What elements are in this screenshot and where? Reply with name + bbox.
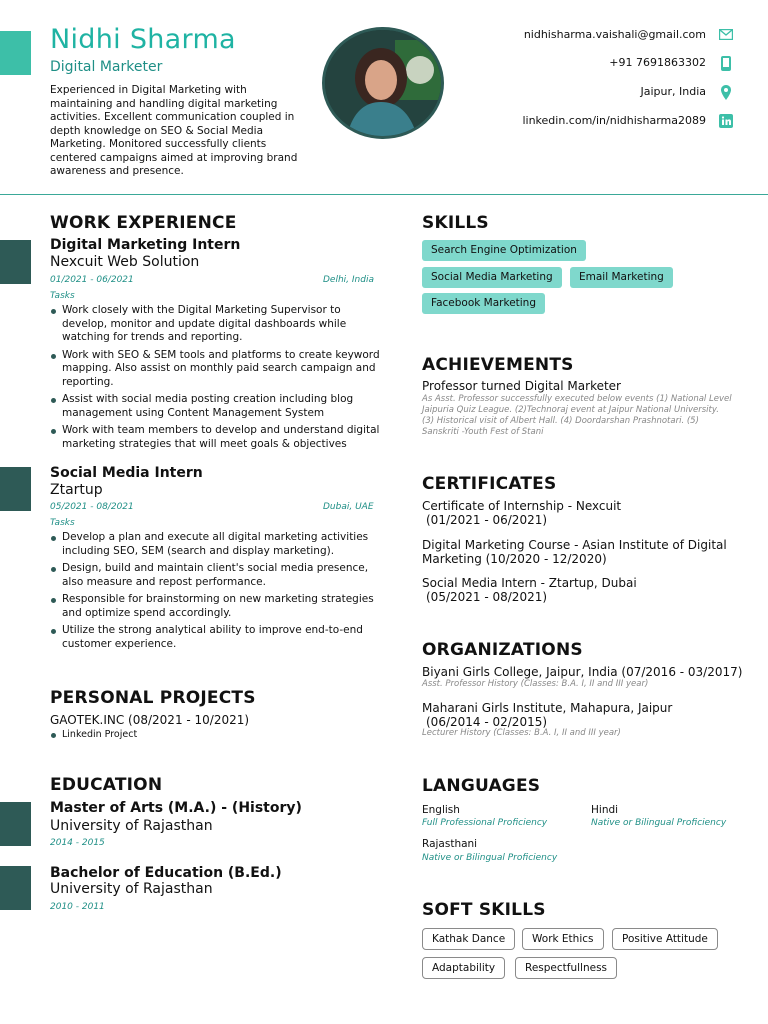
list-item: Responsible for brainstorming on new marketing strategies and optimize spend accordingly. [50, 593, 380, 620]
soft-skill-chip: Kathak Dance [422, 928, 515, 950]
job2-accent-bar [0, 467, 31, 511]
job1-accent-bar [0, 240, 31, 284]
soft-skill-chip: Work Ethics [522, 928, 604, 950]
skill-chip: Email Marketing [570, 267, 673, 288]
job1-title: Digital Marketing Intern [50, 237, 241, 253]
job2-title: Social Media Intern [50, 465, 203, 481]
edu1-school: University of Rajasthan [50, 818, 213, 834]
phone-icon [719, 56, 733, 70]
job2-task-list [50, 531, 380, 655]
achievement-name: Professor turned Digital Marketer [422, 379, 621, 393]
location-pin-icon [719, 85, 733, 99]
language-name: Hindi [591, 804, 619, 816]
achievements-heading: ACHIEVEMENTS [422, 355, 574, 375]
email-icon [719, 27, 733, 41]
certificate-line1: Social Media Intern - Ztartup, Dubai [422, 576, 637, 590]
skills-heading: SKILLS [422, 213, 489, 233]
edu1-accent-bar [0, 802, 31, 846]
certificate-line1: Digital Marketing Course - Asian Institute of Digital [422, 538, 727, 552]
project-bullets [50, 728, 380, 746]
job2-location: Dubai, UAE [323, 502, 374, 512]
job1-dates: 01/2021 - 06/2021 [50, 275, 134, 285]
edu2-school: University of Rajasthan [50, 881, 213, 897]
list-item: Utilize the strong analytical ability to improve end-to-end customer experience. [50, 624, 380, 651]
language-level: Full Professional Proficiency [422, 818, 548, 828]
organizations-heading: ORGANIZATIONS [422, 640, 583, 660]
header-divider [0, 194, 768, 195]
edu1-dates: 2014 - 2015 [50, 838, 105, 848]
job1-location: Delhi, India [323, 275, 374, 285]
edu2-accent-bar [0, 866, 31, 910]
list-item: Assist with social media posting creation including blog management using Content Management System [50, 393, 380, 420]
edu1-degree: Master of Arts (M.A.) - (History) [50, 800, 302, 816]
contact-linkedin[interactable]: linkedin.com/in/nidhisharma2089 [522, 114, 706, 127]
list-item: Linkedin Project [50, 728, 380, 742]
organization-role: Asst. Professor History (Classes: B.A. I, II and III year) [422, 679, 649, 689]
organization-line2: (06/2014 - 02/2015) [426, 715, 548, 729]
education-heading: EDUCATION [50, 775, 163, 795]
project-name: GAOTEK.INC (08/2021 - 10/2021) [50, 713, 250, 727]
language-name: English [422, 804, 460, 816]
soft-skills-heading: SOFT SKILLS [422, 900, 546, 920]
certificates-heading: CERTIFICATES [422, 474, 557, 494]
contact-phone[interactable]: +91 7691863302 [609, 56, 706, 69]
list-item: Develop a plan and execute all digital marketing activities including SEO, SEM (search and display marketing). [50, 531, 380, 558]
work-experience-heading: WORK EXPERIENCE [50, 213, 237, 233]
job1-tasks-label: Tasks [50, 291, 75, 301]
achievement-description: As Asst. Professor successfully executed below events (1) National Level Jaipuria Quiz League. (2)Technoraj event at Jaipur National University. (3) Historical visit of Albert Hall. (4) Doordarshan Prashnotari. (5) Sanskriti -Youth Fest of Stani [422, 394, 732, 437]
candidate-role: Digital Marketer [50, 59, 163, 75]
list-item: Work closely with the Digital Marketing Supervisor to develop, monitor and update digital dashboards while watching for trends and reporting. [50, 304, 380, 345]
profile-summary: Experienced in Digital Marketing with maintaining and handling digital marketing activities. Excellent communication coupled in depth knowledge on SEO & Social Media Marketing. Monitored successfully clients centered campaigns aimed at improving brand awareness and presence. [50, 84, 298, 177]
languages-heading: LANGUAGES [422, 776, 541, 796]
skill-chip: Facebook Marketing [422, 293, 545, 314]
job2-company: Ztartup [50, 482, 103, 498]
edu2-dates: 2010 - 2011 [50, 902, 105, 912]
organization-line1: Maharani Girls Institute, Mahapura, Jaipur [422, 701, 673, 715]
header-accent-bar [0, 31, 31, 75]
linkedin-icon [719, 114, 733, 128]
certificate-line2: (05/2021 - 08/2021) [426, 590, 548, 604]
certificate-line2: Marketing (10/2020 - 12/2020) [422, 552, 607, 566]
list-item: Work with SEO & SEM tools and platforms to create keyword mapping. Also assist on monthly paid search campaign and reporting. [50, 349, 380, 390]
candidate-name: Nidhi Sharma [50, 24, 236, 55]
profile-photo [322, 27, 444, 139]
organization-line1: Biyani Girls College, Jaipur, India (07/2016 - 03/2017) [422, 665, 743, 679]
contact-location: Jaipur, India [640, 85, 706, 98]
job1-task-list [50, 304, 380, 455]
list-item: Work with team members to develop and understand digital marketing strategies that will meet goals & objectives [50, 424, 380, 451]
contact-email[interactable]: nidhisharma.vaishali@gmail.com [523, 28, 706, 41]
soft-skill-chip: Adaptability [422, 957, 505, 979]
personal-projects-heading: PERSONAL PROJECTS [50, 688, 256, 708]
certificate-line1: Certificate of Internship - Nexcuit [422, 499, 622, 513]
language-level: Native or Bilingual Proficiency [422, 853, 558, 863]
language-level: Native or Bilingual Proficiency [591, 818, 727, 828]
soft-skill-chip: Positive Attitude [612, 928, 718, 950]
list-item: Design, build and maintain client's social media presence, also measure and repost performance. [50, 562, 380, 589]
job2-dates: 05/2021 - 08/2021 [50, 502, 134, 512]
skill-chip: Social Media Marketing [422, 267, 562, 288]
language-name: Rajasthani [422, 838, 478, 850]
edu2-degree: Bachelor of Education (B.Ed.) [50, 865, 282, 881]
soft-skill-chip: Respectfullness [515, 957, 617, 979]
certificate-line2: (01/2021 - 06/2021) [426, 513, 548, 527]
organization-role: Lecturer History (Classes: B.A. I, II and III year) [422, 728, 621, 738]
skill-chip: Search Engine Optimization [422, 240, 586, 261]
job2-tasks-label: Tasks [50, 518, 75, 528]
job1-company: Nexcuit Web Solution [50, 254, 200, 270]
